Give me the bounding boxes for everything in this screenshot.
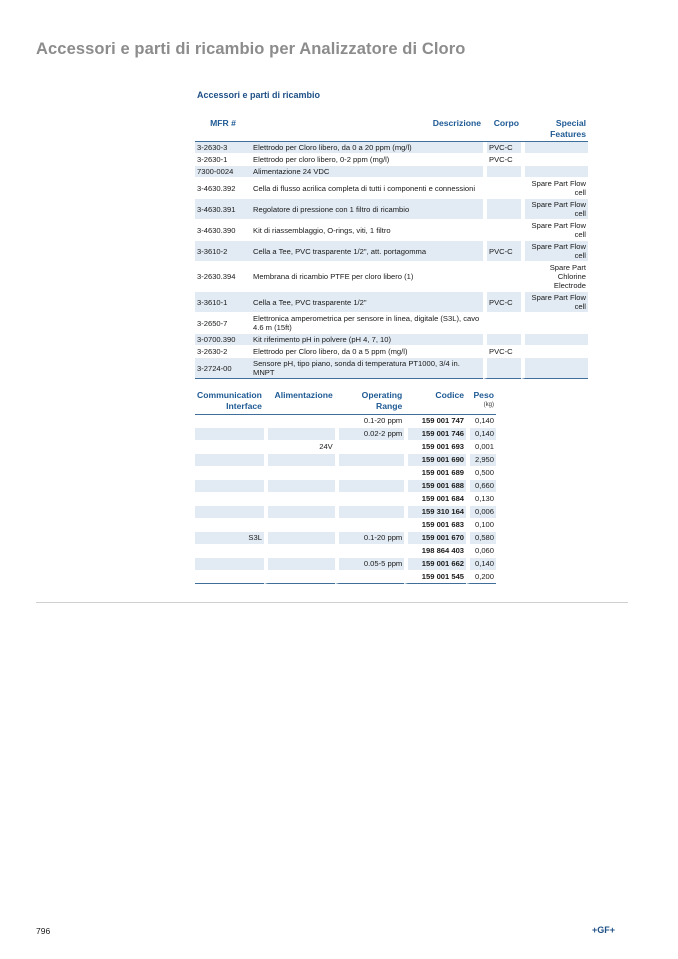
mfr-cell: 3-2630-2 xyxy=(195,346,251,358)
alimentazione-cell xyxy=(264,454,335,467)
description-cell: Kit di riassemblaggio, O-rings, viti, 1 filtro xyxy=(251,220,483,241)
special-features-cell xyxy=(521,313,588,334)
corpo-cell xyxy=(483,199,521,220)
corpo-cell: PVC-C xyxy=(483,154,521,166)
corpo-cell: PVC-C xyxy=(483,346,521,358)
codice-cell: 159 001 747 xyxy=(404,415,466,428)
communication-interface-cell xyxy=(195,441,264,454)
peso-cell: 0,200 xyxy=(466,571,496,584)
corpo-cell: PVC-C xyxy=(483,292,521,313)
table-row xyxy=(195,178,588,199)
description-cell: Alimentazione 24 VDC xyxy=(251,166,483,178)
alimentazione-cell xyxy=(264,545,335,558)
codice-cell: 159 001 684 xyxy=(404,493,466,506)
header-descrizione: Descrizione xyxy=(251,117,483,142)
mfr-cell: 3-0700.390 xyxy=(195,334,251,346)
communication-interface-cell xyxy=(195,428,264,441)
corpo-cell xyxy=(483,313,521,334)
table-row xyxy=(195,571,496,584)
description-cell: Cella a Tee, PVC trasparente 1/2", att. portagomma xyxy=(251,241,483,262)
alimentazione-cell: 24V xyxy=(264,441,335,454)
table-row xyxy=(195,545,496,558)
alimentazione-cell xyxy=(264,493,335,506)
header-peso xyxy=(466,389,496,415)
peso-cell: 0,001 xyxy=(466,441,496,454)
page-title: Accessori e parti di ricambio per Analizzatore di Cloro xyxy=(36,40,466,58)
description-cell: Cella di flusso acrilica completa di tutti i componenti e connessioni xyxy=(251,178,483,199)
codice-cell: 159 001 545 xyxy=(404,571,466,584)
special-features-cell: Spare Part Flow cell xyxy=(521,241,588,262)
special-features-cell xyxy=(521,142,588,154)
operating-range-cell xyxy=(335,480,405,493)
corpo-cell: PVC-C xyxy=(483,142,521,154)
table-row xyxy=(195,558,496,571)
table-row xyxy=(195,358,588,379)
special-features-cell xyxy=(521,358,588,379)
header-peso-unit: (kg) xyxy=(483,402,494,408)
peso-cell: 0,130 xyxy=(466,493,496,506)
special-features-cell xyxy=(521,154,588,166)
alimentazione-cell xyxy=(264,558,335,571)
table-row xyxy=(195,262,588,292)
corpo-cell xyxy=(483,178,521,199)
communication-interface-cell xyxy=(195,467,264,480)
special-features-cell: Spare Part Flow cell xyxy=(521,199,588,220)
peso-cell: 0,580 xyxy=(466,532,496,545)
section-title: Accessori e parti di ricambio xyxy=(197,90,321,100)
special-features-cell: Spare Part Flow cell xyxy=(521,178,588,199)
peso-cell: 0,660 xyxy=(466,480,496,493)
table-header-row xyxy=(195,117,588,142)
operating-range-cell xyxy=(335,571,405,584)
operating-range-cell: 0.05-5 ppm xyxy=(335,558,405,571)
table-row xyxy=(195,334,588,346)
table-row xyxy=(195,454,496,467)
mfr-cell: 3-2724-00 xyxy=(195,358,251,379)
special-features-cell: Spare Part Chlorine Electrode xyxy=(521,262,588,292)
table-row xyxy=(195,415,496,428)
communication-interface-cell xyxy=(195,480,264,493)
operating-range-cell xyxy=(335,519,405,532)
codice-cell: 198 864 403 xyxy=(404,545,466,558)
communication-interface-cell xyxy=(195,545,264,558)
page-number: 796 xyxy=(36,926,51,936)
mfr-cell: 3-2630.394 xyxy=(195,262,251,292)
mfr-cell: 3-4630.390 xyxy=(195,220,251,241)
table-row xyxy=(195,292,588,313)
operating-range-cell xyxy=(335,506,405,519)
description-cell: Cella a Tee, PVC trasparente 1/2" xyxy=(251,292,483,313)
communication-interface-cell xyxy=(195,519,264,532)
mfr-cell: 3-2650-7 xyxy=(195,313,251,334)
header-corpo: Corpo xyxy=(483,117,521,142)
table-row xyxy=(195,166,588,178)
description-cell: Elettrodo per Cloro libero, da 0 a 5 ppm (mg/l) xyxy=(251,346,483,358)
mfr-cell: 3-2630-1 xyxy=(195,154,251,166)
peso-cell: 2,950 xyxy=(466,454,496,467)
alimentazione-cell xyxy=(264,467,335,480)
table-row xyxy=(195,154,588,166)
mfr-cell: 3-4630.392 xyxy=(195,178,251,199)
codice-cell: 159 001 689 xyxy=(404,467,466,480)
header-special-features: Special Features xyxy=(521,117,588,142)
table-row xyxy=(195,199,588,220)
table-row xyxy=(195,241,588,262)
table-header-row xyxy=(195,389,496,415)
alimentazione-cell xyxy=(264,506,335,519)
alimentazione-cell xyxy=(264,415,335,428)
special-features-cell xyxy=(521,346,588,358)
table-row xyxy=(195,467,496,480)
communication-interface-cell xyxy=(195,558,264,571)
peso-cell: 0,140 xyxy=(466,428,496,441)
special-features-cell xyxy=(521,334,588,346)
description-cell: Elettronica amperometrica per sensore in linea, digitale (S3L), cavo 4.6 m (15ft) xyxy=(251,313,483,334)
header-codice: Codice xyxy=(404,389,466,415)
table-row xyxy=(195,428,496,441)
table-row xyxy=(195,313,588,334)
communication-interface-cell xyxy=(195,506,264,519)
peso-cell: 0,100 xyxy=(466,519,496,532)
peso-cell: 0,140 xyxy=(466,415,496,428)
alimentazione-cell xyxy=(264,428,335,441)
special-features-cell: Spare Part Flow cell xyxy=(521,220,588,241)
operating-range-cell: 0.1-20 ppm xyxy=(335,532,405,545)
description-cell: Elettrodo per cloro libero, 0-2 ppm (mg/l) xyxy=(251,154,483,166)
corpo-cell xyxy=(483,334,521,346)
description-cell: Elettrodo per Cloro libero, da 0 a 20 ppm (mg/l) xyxy=(251,142,483,154)
mfr-cell: 7300-0024 xyxy=(195,166,251,178)
description-cell: Regolatore di pressione con 1 filtro di ricambio xyxy=(251,199,483,220)
communication-interface-cell xyxy=(195,454,264,467)
header-operating-range: Operating Range xyxy=(335,389,405,415)
alimentazione-cell xyxy=(264,480,335,493)
operating-range-cell xyxy=(335,545,405,558)
peso-cell: 0,140 xyxy=(466,558,496,571)
operating-range-cell: 0.02-2 ppm xyxy=(335,428,405,441)
corpo-cell xyxy=(483,262,521,292)
codice-cell: 159 310 164 xyxy=(404,506,466,519)
mfr-cell: 3-4630.391 xyxy=(195,199,251,220)
alimentazione-cell xyxy=(264,571,335,584)
accessories-table xyxy=(195,117,588,379)
codice-cell: 159 001 670 xyxy=(404,532,466,545)
alimentazione-cell xyxy=(264,519,335,532)
communication-interface-cell: S3L xyxy=(195,532,264,545)
table-row xyxy=(195,519,496,532)
table-row xyxy=(195,506,496,519)
mfr-cell: 3-2630-3 xyxy=(195,142,251,154)
operating-range-cell xyxy=(335,467,405,480)
communication-interface-cell xyxy=(195,415,264,428)
brand-logo: +GF+ xyxy=(592,925,616,935)
table-row xyxy=(195,493,496,506)
table-row xyxy=(195,441,496,454)
header-peso-label: Peso xyxy=(473,390,494,400)
header-communication-interface: Communication Interface xyxy=(195,389,264,415)
operating-range-cell xyxy=(335,441,405,454)
corpo-cell: PVC-C xyxy=(483,241,521,262)
header-alimentazione: Alimentazione xyxy=(264,389,335,415)
special-features-cell xyxy=(521,166,588,178)
mfr-cell: 3-3610-1 xyxy=(195,292,251,313)
header-mfr: MFR # xyxy=(195,117,251,142)
peso-cell: 0,500 xyxy=(466,467,496,480)
codice-cell: 159 001 746 xyxy=(404,428,466,441)
table-row xyxy=(195,346,588,358)
table-row xyxy=(195,220,588,241)
description-cell: Sensore pH, tipo piano, sonda di temperatura PT1000, 3/4 in. MNPT xyxy=(251,358,483,379)
divider xyxy=(36,602,628,603)
codice-cell: 159 001 662 xyxy=(404,558,466,571)
description-cell: Kit riferimento pH in polvere (pH 4, 7, 10) xyxy=(251,334,483,346)
table-row xyxy=(195,480,496,493)
table-row xyxy=(195,532,496,545)
alimentazione-cell xyxy=(264,532,335,545)
operating-range-cell: 0.1-20 ppm xyxy=(335,415,405,428)
corpo-cell xyxy=(483,166,521,178)
peso-cell: 0,006 xyxy=(466,506,496,519)
operating-range-cell xyxy=(335,454,405,467)
communication-interface-cell xyxy=(195,571,264,584)
corpo-cell xyxy=(483,358,521,379)
peso-cell: 0,060 xyxy=(466,545,496,558)
operating-range-cell xyxy=(335,493,405,506)
codice-cell: 159 001 688 xyxy=(404,480,466,493)
corpo-cell xyxy=(483,220,521,241)
description-cell: Membrana di ricambio PTFE per cloro libero (1) xyxy=(251,262,483,292)
mfr-cell: 3-3610-2 xyxy=(195,241,251,262)
communication-interface-cell xyxy=(195,493,264,506)
codes-table xyxy=(195,389,496,584)
special-features-cell: Spare Part Flow cell xyxy=(521,292,588,313)
codice-cell: 159 001 683 xyxy=(404,519,466,532)
table-row xyxy=(195,142,588,154)
codice-cell: 159 001 693 xyxy=(404,441,466,454)
codice-cell: 159 001 690 xyxy=(404,454,466,467)
